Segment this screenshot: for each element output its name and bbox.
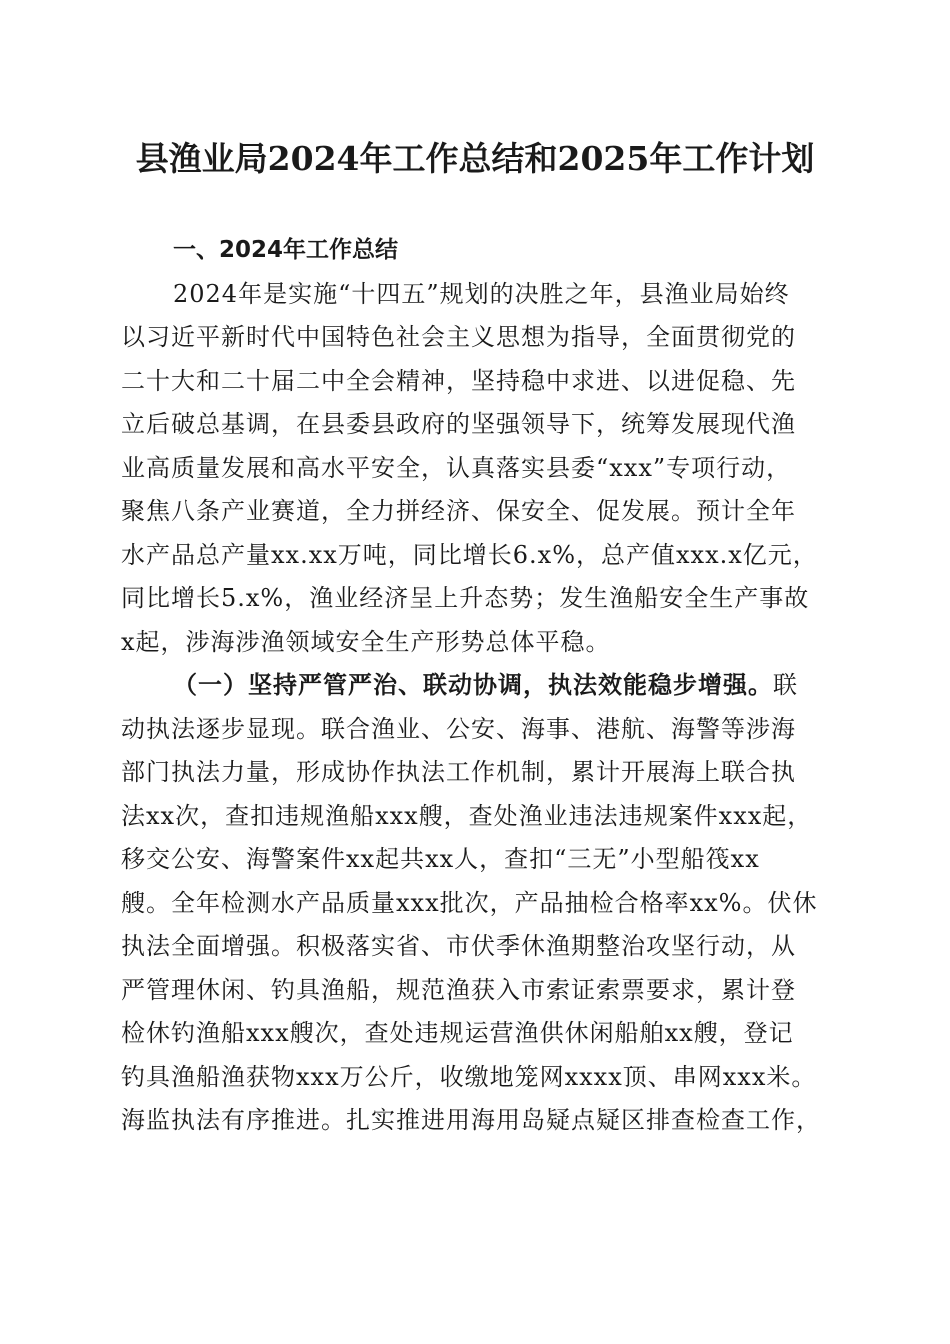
- subheading-line: [121, 664, 841, 708]
- paragraph-line: 检休钓渔船xxx艘次，查处违规运营渔供休闲船舶xx艘，登记: [121, 1019, 794, 1047]
- subheading-tail: 联: [773, 671, 798, 699]
- paragraph-line: 严管理休闲、钓具渔船，规范渔获入市索证索票要求，累计登: [121, 975, 796, 1004]
- paragraph-line: 二十大和二十届二中全会精神，坚持稳中求进、以进促稳、先: [121, 366, 796, 395]
- subheading: （一）坚持严管严治、联动协调，执法效能稳步增强。: [173, 671, 773, 699]
- paragraph-line: 部门执法力量，形成协作执法工作机制，累计开展海上联合执: [121, 758, 796, 786]
- paragraph-line: 海监执法有序推进。扎实推进用海用岛疑点疑区排查检查工作，: [121, 1106, 821, 1134]
- paragraph-line: 2024年是实施“十四五”规划的决胜之年，县渔业局始终: [173, 279, 790, 308]
- paragraph-line: 水产品总产量xx.xx万吨，同比增长6.x%，总产值xxx.x亿元，: [121, 540, 818, 569]
- paragraph-line: 立后破总基调，在县委县政府的坚强领导下，统筹发展现代渔: [121, 410, 796, 438]
- paragraph-line: 以习近平新时代中国特色社会主义思想为指导，全面贯彻党的: [121, 323, 796, 351]
- paragraph-line: 同比增长5.x%，渔业经济呈上升态势；发生渔船安全生产事故: [121, 584, 810, 612]
- paragraph-line: 移交公安、海警案件xx起共xx人，查扣“三无”小型船筏xx: [121, 845, 760, 873]
- paragraph-line: x起，涉海涉渔领域安全生产形势总体平稳。: [121, 627, 611, 656]
- paragraph-line: 聚焦八条产业赛道，全力拼经济、保安全、促发展。预计全年: [121, 497, 796, 525]
- paragraph-line: 业高质量发展和高水平安全，认真落实县委“xxx”专项行动，: [121, 453, 792, 482]
- paragraph-line: 法xx次，查扣违规渔船xxx艘，查处渔业违法违规案件xxx起，: [121, 801, 813, 830]
- paragraph-line: 动执法逐步显现。联合渔业、公安、海事、港航、海警等涉海: [121, 714, 796, 743]
- paragraph-line: 艘。全年检测水产品质量xxx批次，产品抽检合格率xx%。伏休: [121, 888, 818, 917]
- paragraph-line: 执法全面增强。积极落实省、市伏季休渔期整治攻坚行动，从: [121, 932, 796, 960]
- document-title: 县渔业局2024年工作总结和2025年工作计划: [135, 139, 815, 178]
- paragraph-line: 钓具渔船渔获物xxx万公斤，收缴地笼网xxxx顶、串网xxx米。: [121, 1062, 817, 1091]
- document-body: [121, 229, 841, 1143]
- section-heading: 一、2024年工作总结: [173, 237, 399, 263]
